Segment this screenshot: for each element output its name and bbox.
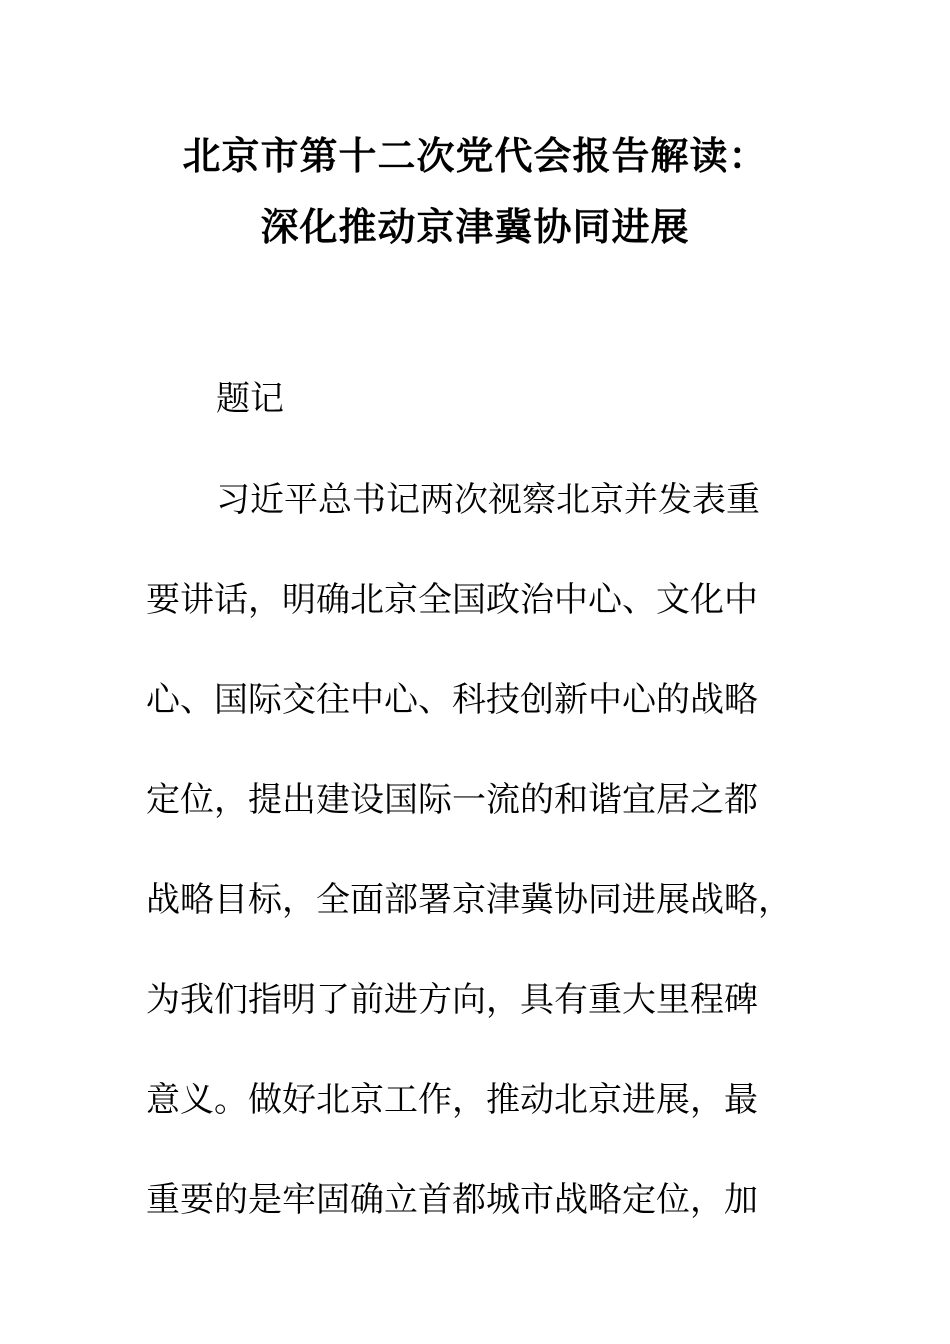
paragraph-line-7: 意义。做好北京工作，推动北京进展，最 [146, 1080, 758, 1120]
section-heading: 题记 [216, 379, 284, 419]
paragraph-line-8: 重要的是牢固确立首都城市战略定位，加 [146, 1180, 758, 1220]
paragraph-line-4: 定位，提出建设国际一流的和谐宜居之都 [146, 780, 758, 820]
paragraph-line-5: 战略目标，全面部署京津冀协同进展战略， [146, 880, 792, 920]
document-title-line-2: 深化推动京津冀协同进展 [260, 205, 690, 249]
paragraph-line-2: 要讲话，明确北京全国政治中心、文化中 [146, 580, 758, 620]
document-title-line-1: 北京市第十二次党代会报告解读： [182, 134, 768, 178]
paragraph-line-1: 习近平总书记两次视察北京并发表重 [216, 480, 760, 520]
paragraph-line-3: 心、国际交往中心、科技创新中心的战略 [146, 680, 758, 720]
paragraph-line-6: 为我们指明了前进方向，具有重大里程碑 [146, 980, 758, 1020]
